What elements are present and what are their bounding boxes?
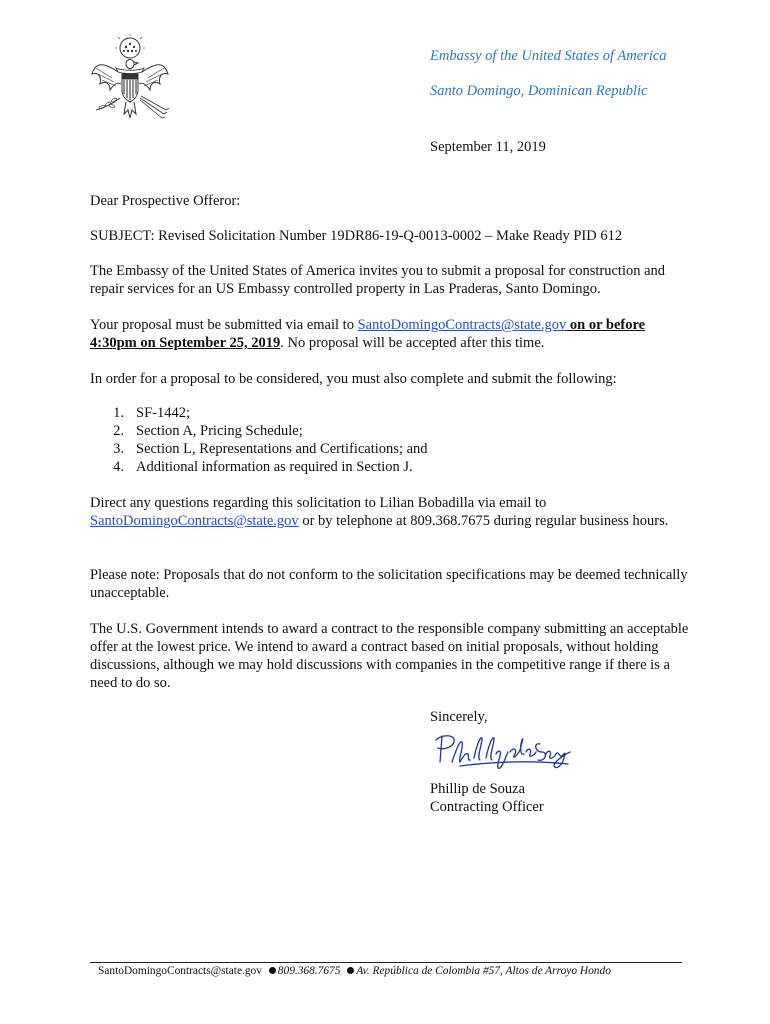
bullet-icon	[269, 967, 276, 974]
footer	[98, 965, 611, 977]
signature-icon	[430, 728, 575, 776]
questions-paragraph: Direct any questions regarding this solicitation to Lilian Bobadilla via email to SantoDomingoContracts@state.gov or by telephone at 809.368.7675 during regular business hours.	[90, 495, 669, 529]
salutation: Dear Prospective Offeror:	[90, 193, 241, 209]
letter-date: September 11, 2019	[430, 139, 546, 155]
note-paragraph: Please note: Proposals that do not conform to the solicitation specifications may be deemed technically unacceptable.	[90, 567, 688, 601]
requirements-list	[90, 404, 428, 476]
subject-line: SUBJECT: Revised Solicitation Number 19DR86-19-Q-0013-0002 – Make Ready PID 612	[90, 228, 623, 244]
embassy-location: Santo Domingo, Dominican Republic	[430, 83, 648, 99]
award-paragraph: The U.S. Government intends to award a contract to the responsible company submitting an acceptable offer at the lowest price. We intend to award a contract based on initial proposals, without holding discussions, although we may hold discussions with companies in the competitive range if there is a need to do so.	[90, 621, 689, 691]
proposal-paragraph	[90, 316, 690, 352]
list-item: 3. Section L, Representations and Certifications; and	[113, 441, 428, 457]
footer-phone: 809.368.7675	[277, 965, 341, 977]
signer-title: Contracting Officer	[430, 799, 544, 815]
proposal-text: Your proposal must be submitted via email to	[90, 317, 358, 333]
bullet-icon	[347, 967, 354, 974]
intro-paragraph: The Embassy of the United States of America invites you to submit a proposal for construction and repair services for an US Embassy controlled property in Las Praderas, Santo Domingo.	[90, 263, 666, 297]
proposal-email-link[interactable]: SantoDomingoContracts@state.gov	[357, 317, 567, 333]
embassy-name: Embassy of the United States of America	[430, 48, 667, 64]
footer-divider	[90, 962, 682, 963]
footer-address: Av. República de Colombia #57, Altos de Arroyo Hondo	[356, 965, 611, 977]
requirements-intro: In order for a proposal to be considered, you must also complete and submit the following:	[90, 371, 617, 387]
signer-name: Phillip de Souza	[430, 781, 526, 797]
list-item: 4. Additional information as required in Section J.	[113, 459, 413, 475]
proposal-deadline: on or before 4:30pm on September 25, 2019	[90, 317, 646, 351]
footer-email: SantoDomingoContracts@state.gov	[98, 965, 262, 977]
closing: Sincerely,	[430, 709, 488, 725]
list-item: 2. Section A, Pricing Schedule;	[113, 423, 303, 439]
questions-email-link[interactable]: SantoDomingoContracts@state.gov	[90, 513, 299, 529]
proposal-after: . No proposal will be accepted after this time.	[280, 335, 545, 351]
list-item: 1. SF-1442;	[113, 405, 190, 421]
great-seal-icon	[88, 34, 172, 126]
